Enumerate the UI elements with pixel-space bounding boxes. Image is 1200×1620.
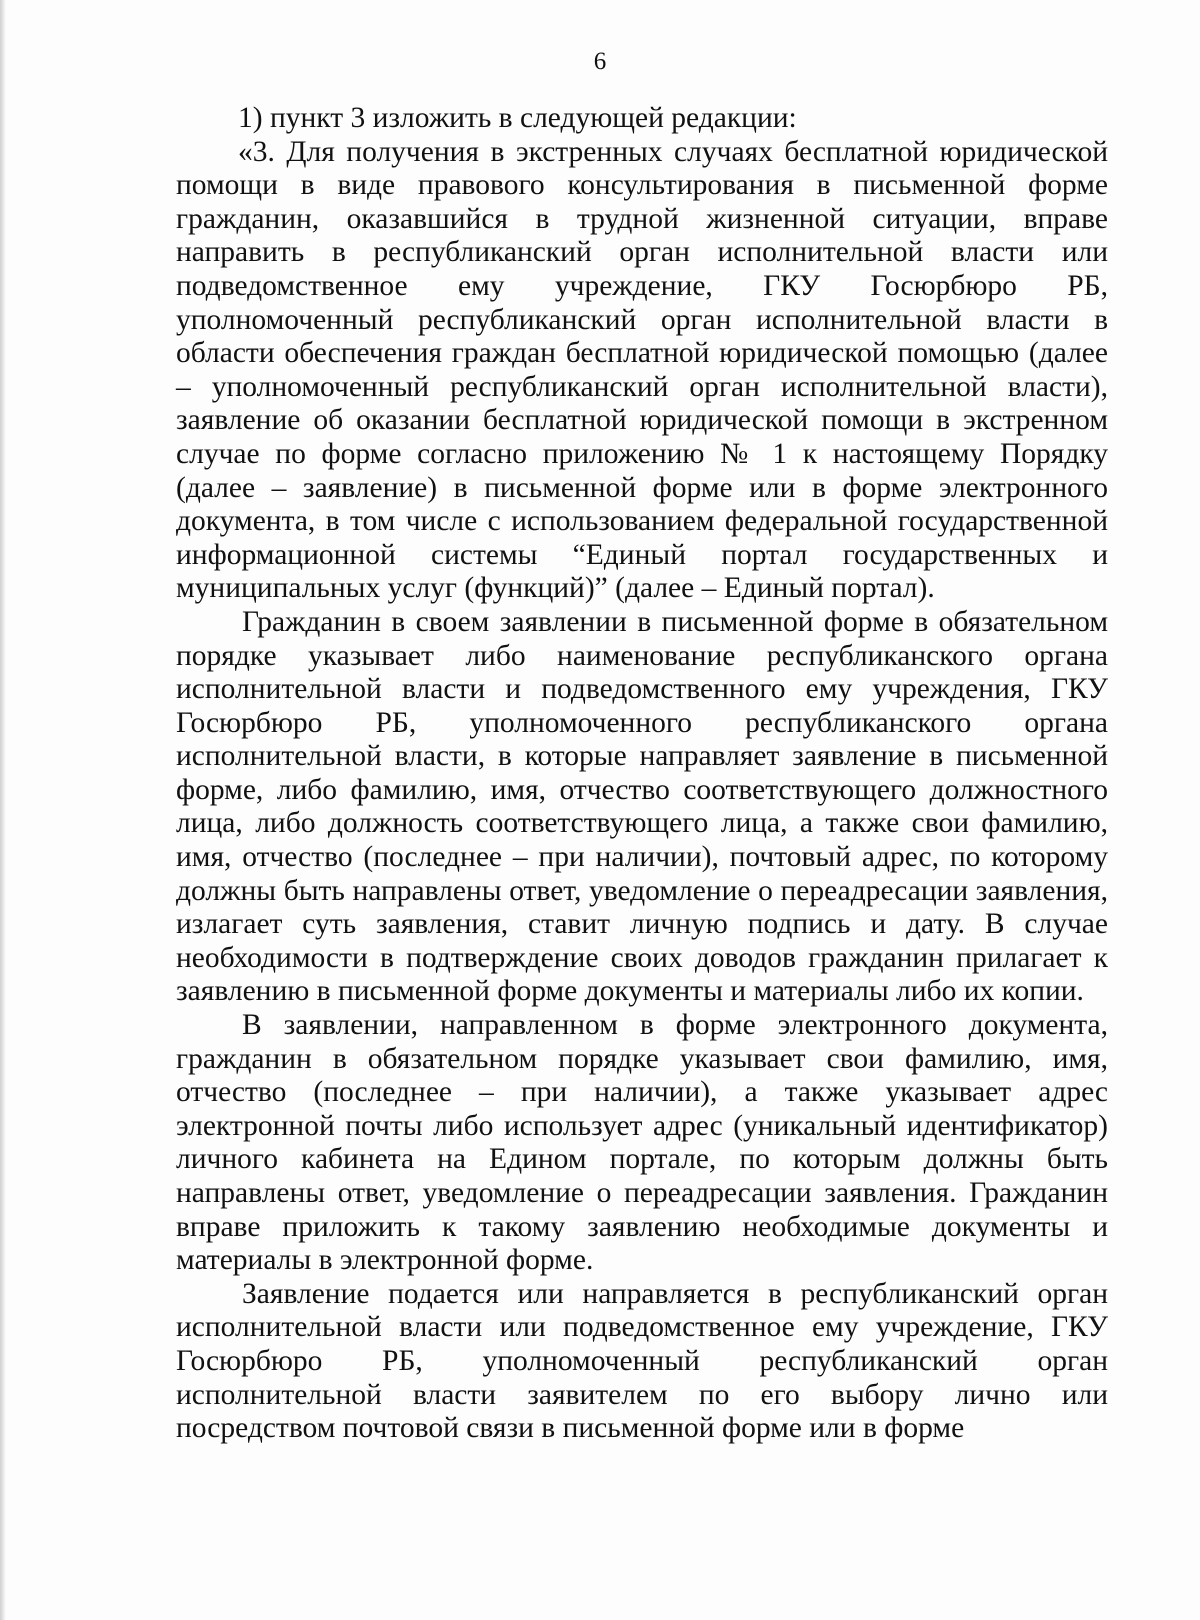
paragraph-written-application: Гражданин в своем заявлении в письменной форме в обязательном порядке указывает либо наименование республиканского органа исполнительной власти и подведомственного ему учреждения, ГКУ Госюрбюро РБ, уполномоченного республиканского органа исполнительной власти, в которые направляет заявление в письменной форме, либо фамилию, имя, отчество соответствующего должностного лица, либо должность соответствующего лица, а также свои фамилию, имя, отчество (последнее – при наличии), почтовый адрес, по которому должны быть направлены ответ, уведомление о переадресации заявления, излагает суть заявления, ставит личную подпись и дату. В случае необходимости в подтверждение своих доводов гражданин прилагает к заявлению в письменной форме документы и материалы либо их копии. (176, 605, 1108, 1008)
paragraph-amendment-intro: 1) пункт 3 изложить в следующей редакции: (238, 102, 797, 134)
paragraph-clause-3: «3. Для получения в экстренных случаях бесплатной юридической помощи в виде правового консультирования в письменной форме гражданин, оказавшийся в трудной жизненной ситуации, вправе направить в республиканский орган исполнительной власти или подведомственное ему учреждение, ГКУ Госюрбюро РБ, уполномоченный республиканский орган исполнительной власти в области обеспечения граждан бесплатной юридической помощью (далее – уполномоченный республиканский орган исполнительной власти), заявление об оказании бесплатной юридической помощи в экстренном случае по форме согласно приложению № 1 к настоящему Порядку (далее – заявление) в письменной форме или в форме электронного документа, в том числе с использованием федеральной государственной информационной системы “Единый портал государственных и муниципальных услуг (функций)” (далее – Единый портал). (176, 135, 1108, 605)
document-body (176, 102, 1108, 1446)
paragraph-electronic-application: В заявлении, направленном в форме электронного документа, гражданин в обязательном порядке указывает свои фамилию, имя, отчество (последнее – при наличии), а также указывает адрес электронной почты либо использует адрес (уникальный идентификатор) личного кабинета на Едином портале, по которым должны быть направлены ответ, уведомление о переадресации заявления. Гражданин вправе приложить к такому заявлению необходимые документы и материалы в электронной форме. (176, 1009, 1108, 1277)
page-number: 6 (593, 48, 607, 75)
paragraph-submission: Заявление подается или направляется в республиканский орган исполнительной власти или подведомственное ему учреждение, ГКУ Госюрбюро РБ, уполномоченный республиканский орган исполнительной власти заявителем по его выбору лично или посредством почтовой связи в письменной форме или в форме (176, 1277, 1108, 1445)
scan-edge-shadow (0, 0, 6, 1620)
